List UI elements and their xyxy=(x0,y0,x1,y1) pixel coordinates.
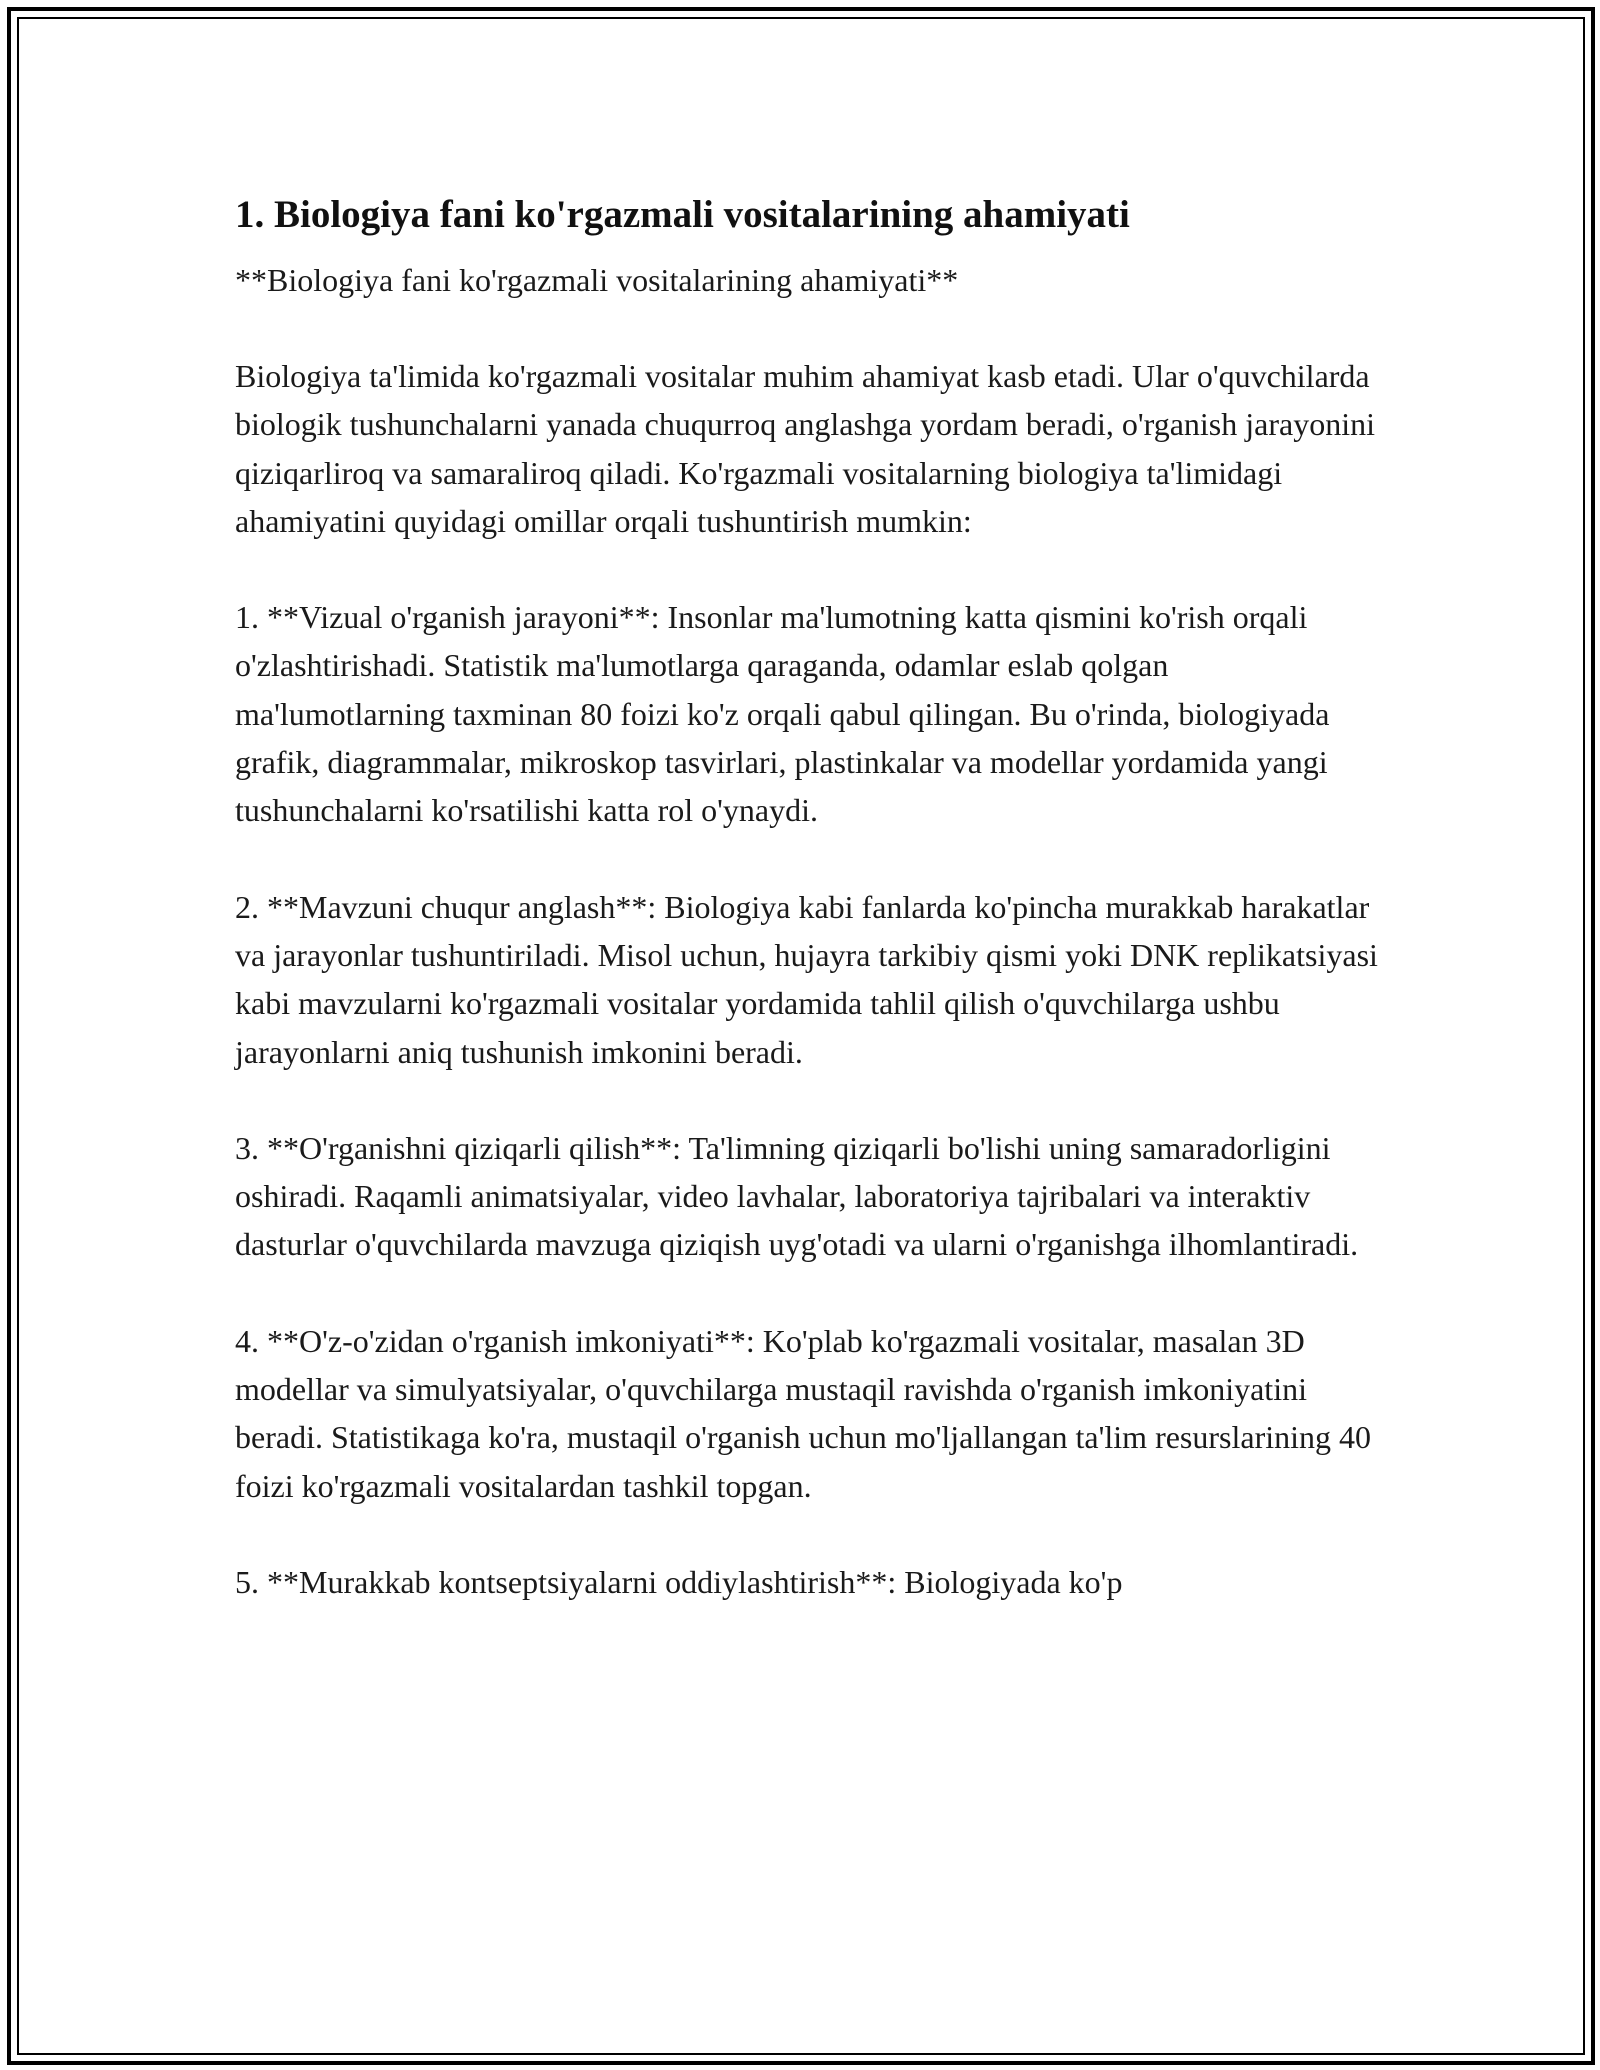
point-4-paragraph: 4. **O'z-o'zidan o'rganish imkoniyati**: Ko'plab ko'rgazmali vositalar, masalan 3D modellar va simulyatsiyalar, o'quvchilarga mustaqil ravishda o'rganish imkoniyatini beradi. Statistikaga ko'ra, mustaqil o'rganish uchun mo'ljallangan ta'lim resurslarining 40 foizi ko'rgazmali vositalardan tashkil topgan. xyxy=(235,1322,1372,1504)
point-3-paragraph: 3. **O'rganishni qiziqarli qilish**: Ta'limning qiziqarli bo'lishi uning samaradorligini oshiradi. Raqamli animatsiyalar, video lavhalar, laboratoriya tajribalari va interaktiv dasturlar o'quvchilarda mavzuga qiziqish uyg'otadi va ularni o'rganishga ilhomlantiradi. xyxy=(235,1129,1359,1263)
document-body xyxy=(235,185,1385,1606)
document-subtitle: **Biologiya fani ko'rgazmali vositalarining ahamiyati** xyxy=(235,262,959,298)
point-2-paragraph: 2. **Mavzuni chuqur anglash**: Biologiya kabi fanlarda ko'pincha murakkab harakatlar va jarayonlar tushuntiriladi. Misol uchun, hujayra tarkibiy qismi yoki DNK replikatsiyasi kabi mavzularni ko'rgazmali vositalar yordamida tahlil qilish o'quvchilarga ushbu jarayonlarni aniq tushunish imkonini beradi. xyxy=(235,888,1378,1070)
intro-paragraph: Biologiya ta'limida ko'rgazmali vositalar muhim ahamiyat kasb etadi. Ular o'quvchilarda biologik tushunchalarni yanada chuqurroq anglashga yordam beradi, o'rganish jarayonini qiziqarliroq va samaraliroq qiladi. Ko'rgazmali vositalarning biologiya ta'limidagi ahamiyatini quyidagi omillar orqali tushuntirish mumkin: xyxy=(235,358,1375,539)
point-5-paragraph: 5. **Murakkab kontseptsiyalarni oddiylashtirish**: Biologiyada ko'p xyxy=(235,1563,1123,1600)
point-1-paragraph: 1. **Vizual o'rganish jarayoni**: Insonlar ma'lumotning katta qismini ko'rish orqali o'zlashtirishadi. Statistik ma'lumotlarga qaraganda, odamlar eslab qolgan ma'lumotlarning taxminan 80 foizi ko'z orqali qabul qilingan. Bu o'rinda, biologiyada grafik, diagrammalar, mikroskop tasvirlari, plastinkalar va modellar yordamida yangi tushunchalarni ko'rsatilishi katta rol o'ynaydi. xyxy=(235,599,1330,829)
document-title: 1. Biologiya fani ko'rgazmali vositalarining ahamiyati xyxy=(235,193,1130,236)
